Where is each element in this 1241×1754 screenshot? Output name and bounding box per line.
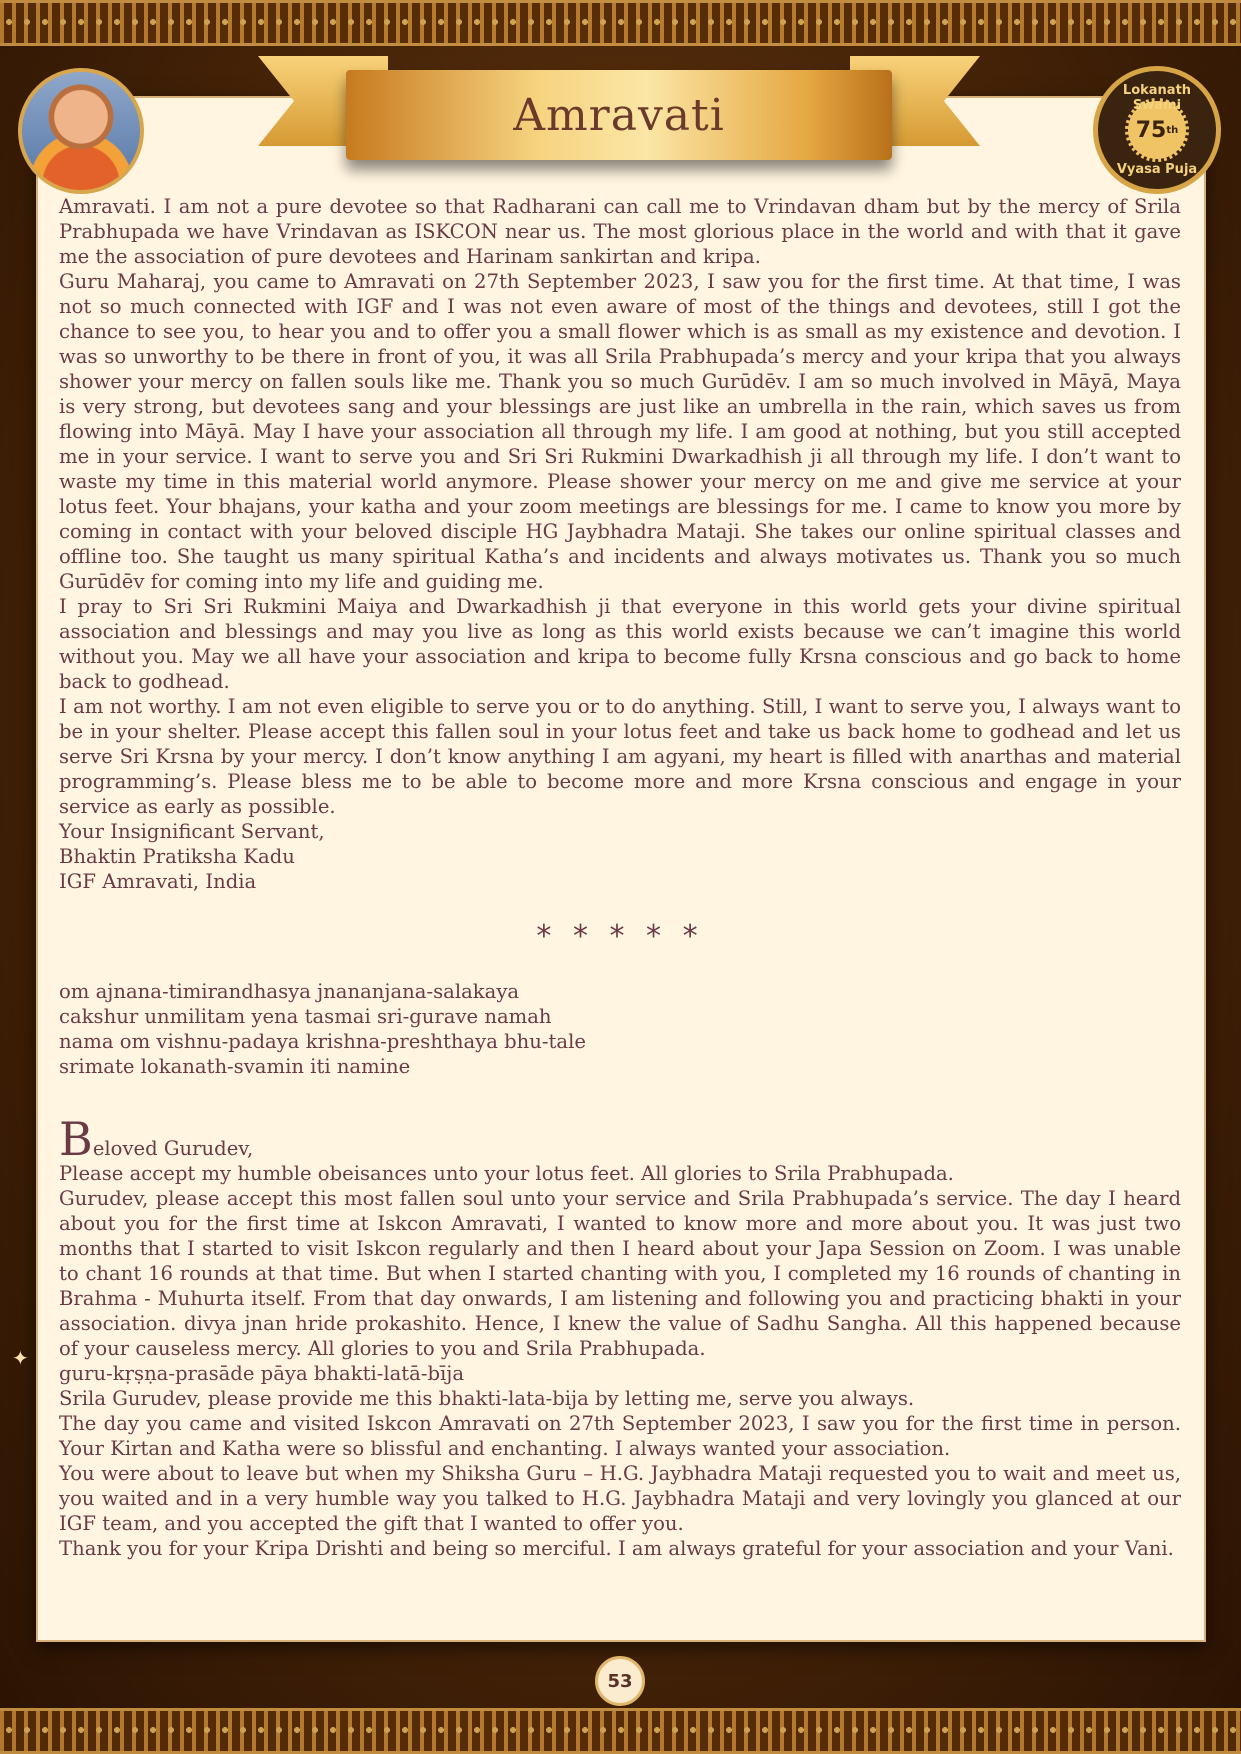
letter1-paragraph: I pray to Sri Sri Rukmini Maiya and Dwarkadhish ji that everyone in this world gets your divine spiritual association and blessings and may you live as long as this world exists because we can’t imagine this world without you. May we all have your association and kripa to become fully Krsna conscious and go back to home back to godhead. — [59, 595, 1181, 693]
letter2-paragraph: Gurudev, please accept this most fallen soul unto your service and Srila Prabhupada’s service. The day I heard about you for the first time at Iskcon Amravati, I wanted to know more and more about you. It was just two months that I started to visit Iskcon regularly and then I heard about your Japa Session on Zoom. I was unable to chant 16 rounds at that time. But when I started chanting with you, I completed my 16 rounds of chanting in Brahma - Muhurta itself. From that day onwards, I am listening and following you and practicing bhakti in your association. divya jnan hride prokashito. Hence, I knew the value of Sadhu Sangha. All this happened because of your causeless mercy. All glories to you and Srila Prabhupada. — [59, 1187, 1181, 1360]
letter2-paragraph: Please accept my humble obeisances unto your lotus feet. All glories to Srila Prabhupada. — [59, 1162, 954, 1185]
decorative-border-bottom — [0, 1708, 1241, 1754]
letter2-paragraph: You were about to leave but when my Shiksha Guru – H.G. Jaybhadra Mataji requested you to wait and meet us, you waited and in a very humble way you talked to H.G. Jaybhadra Mataji and very lovingly you glanced at our IGF team, and you accepted the gift that I wanted to offer you. — [59, 1462, 1181, 1535]
ribbon-center — [346, 70, 892, 160]
title-banner — [258, 52, 980, 170]
page-title: Amravati — [513, 89, 725, 141]
letter1-paragraph: Amravati. I am not a pure devotee so that Radharani can call me to Vrindavan dham but by the mercy of Srila Prabhupada we have Vrindavan as ISKCON near us. The most glorious place in the world and with that it gave me the association of pure devotees and Harinam sankirtan and kripa. — [59, 195, 1181, 268]
letter1-paragraph: I am not worthy. I am not even eligible to serve you or to do anything. Still, I want to serve you, I always want to be in your shelter. Please accept this fallen soul in your lotus feet and take us back home to godhead and let us serve Sri Krsna by your mercy. I don’t know anything I am agyani, my heart is filled with anarthas and material programming’s. Please bless me to be able to become more and more Krsna conscious and engage in your service as early as possible. — [59, 695, 1181, 818]
letter1-author-name: Bhaktin Pratiksha Kadu — [59, 845, 295, 868]
seal-top-text: Lokanath Swami — [1122, 83, 1192, 113]
seal-ordinal: th — [1166, 124, 1179, 136]
pranama-verse — [59, 979, 1181, 1079]
letter1-signoff: Your Insignificant Servant, — [59, 820, 325, 843]
letter2-paragraph: Srila Gurudev, please provide me this bhakti-lata-bija by letting me, serve you always. — [59, 1387, 915, 1410]
page-number: 53 — [595, 1656, 645, 1706]
letter2-salutation — [59, 1112, 1181, 1166]
drop-cap: B — [59, 1112, 93, 1166]
letter1-paragraph: Guru Maharaj, you came to Amravati on 27th September 2023, I saw you for the first time. At that time, I was not so much connected with IGF and I was not even aware of most of the things and devotees, still I got the chance to see you, to hear you and to offer you a small flower which is as small as my existence and devotion. I was so unworthy to be there in front of you, it was all Srila Prabhupada’s mercy and your kripa that you always shower your mercy on fallen souls like me. Thank you so much Gurūdēv. I am so much involved in Māyā, Maya is very strong, but devotees sang and your blessings are just like an umbrella in the rain, which saves us from flowing into Māyā. May I have your association all through my life. I am good at nothing, but you still accepted me in your service. I want to serve you and Sri Sri Rukmini Dwarkadhish ji all through my life. I don’t want to waste my time in this material world anymore. Please shower your mercy on me and give me service at your lotus feet. Your bhajans, your katha and your zoom meetings are blessings for me. I came to know you more by coming in contact with your beloved disciple HG Jaybhadra Mataji. She takes our online spiritual classes and offline too. She taught us many spiritual Katha’s and incidents and always motivates us. Thank you so much Gurūdēv for coming into my life and guiding me. — [59, 270, 1181, 593]
section-separator: * * * * * — [536, 919, 704, 954]
seal-bottom-text: Vyasa Puja — [1116, 162, 1198, 177]
page-content — [59, 194, 1181, 1561]
salutation-text: eloved Gurudev, — [92, 1137, 254, 1160]
verse-line: nama om vishnu-padaya krishna-preshthaya bhu-tale — [59, 1030, 586, 1053]
sparkle-decoration: ✦ — [12, 1346, 29, 1370]
verse-line: om ajnana-timirandhasya jnananjana-salakaya — [59, 980, 520, 1003]
vyasa-puja-seal — [1093, 66, 1221, 194]
verse-line: cakshur unmilitam yena tasmai sri-gurave namah — [59, 1005, 552, 1028]
seal-number-value: 75 — [1135, 117, 1167, 143]
verse-line: srimate lokanath-svamin iti namine — [59, 1055, 411, 1078]
letter1-author-place: IGF Amravati, India — [59, 870, 257, 893]
letter2-quote: guru-kṛṣṇa-prasāde pāya bhakti-latā-bīja — [59, 1362, 465, 1385]
guru-portrait-image — [18, 68, 144, 194]
letter2-paragraph: Thank you for your Kripa Drishti and being so merciful. I am always grateful for your association and your Vani. — [59, 1537, 1174, 1560]
decorative-border-top — [0, 0, 1241, 46]
letter2-paragraph: The day you came and visited Iskcon Amravati on 27th September 2023, I saw you for the first time in person. Your Kirtan and Katha were so blissful and enchanting. I always wanted your association. — [59, 1412, 1181, 1460]
